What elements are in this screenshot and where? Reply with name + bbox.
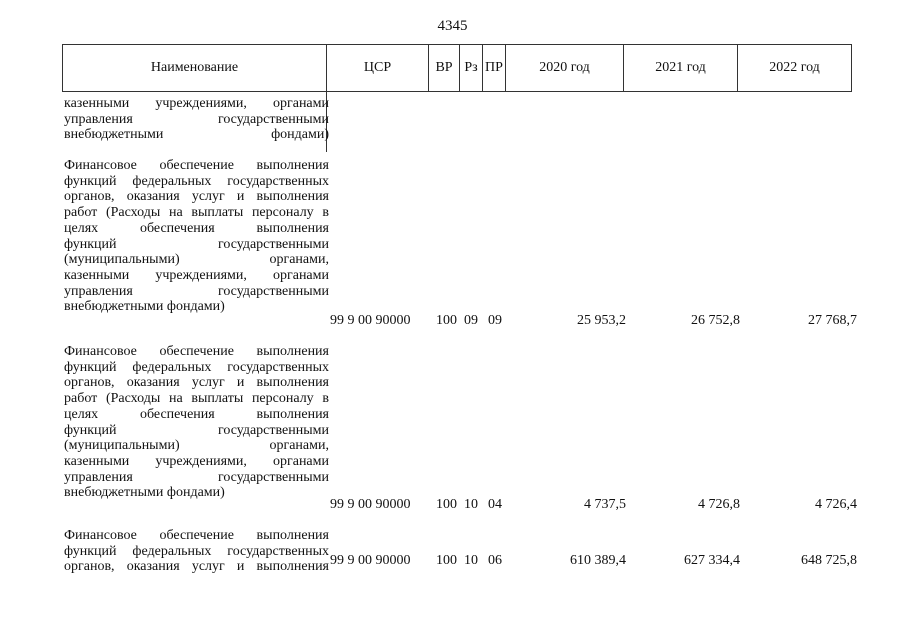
name-line: органов, оказания услуг и выполнения xyxy=(64,375,329,391)
row-1-rz: 09 xyxy=(464,313,478,328)
name-line: органов, оказания услуг и выполнения xyxy=(64,189,329,205)
row-3-2020: 610 389,4 xyxy=(570,553,626,568)
row-2-pr: 04 xyxy=(488,497,502,512)
name-line: функций федеральных государственных xyxy=(64,359,329,375)
row-3-values xyxy=(0,553,905,571)
row-2-csr: 99 9 00 90000 xyxy=(330,497,411,512)
name-line: целях обеспечения выполнения xyxy=(64,220,329,236)
name-line: Финансовое обеспечение выполнения xyxy=(64,528,329,543)
row-1-values xyxy=(0,313,905,331)
name-line: казенными учреждениями, органами xyxy=(64,96,329,111)
row-name-continuation xyxy=(64,96,329,143)
row-1-2021: 26 752,8 xyxy=(691,313,740,328)
name-line: Финансовое обеспечение выполнения xyxy=(64,158,329,173)
name-line: управления государственными xyxy=(64,111,329,127)
row-3-vr: 100 xyxy=(436,553,457,568)
row-3-csr: 99 9 00 90000 xyxy=(330,553,411,568)
row-1-name xyxy=(64,158,329,315)
name-line: функций государственными xyxy=(64,236,329,252)
header-2021: 2021 год xyxy=(624,45,738,91)
row-2-2022: 4 726,4 xyxy=(815,497,857,512)
name-line: казенными учреждениями, органами xyxy=(64,453,329,469)
header-csr: ЦСР xyxy=(327,45,429,91)
row-1-csr: 99 9 00 90000 xyxy=(330,313,411,328)
name-line: внебюджетными фондами) xyxy=(64,485,225,501)
row-3-pr: 06 xyxy=(488,553,502,568)
page-number: 4345 xyxy=(437,18,468,34)
name-line: казенными учреждениями, органами xyxy=(64,267,329,283)
row-3-2022: 648 725,8 xyxy=(801,553,857,568)
name-line: (муниципальными) органами, xyxy=(64,252,329,268)
row-2-2021: 4 726,8 xyxy=(698,497,740,512)
header-rz: Рз xyxy=(460,45,483,91)
header-pr: ПР xyxy=(483,45,506,91)
row-2-name xyxy=(64,344,329,501)
header-vr: ВР xyxy=(429,45,460,91)
row-1-2020: 25 953,2 xyxy=(577,313,626,328)
name-line: органов, оказания услуг и выполнения xyxy=(64,559,329,575)
row-1-2022: 27 768,7 xyxy=(808,313,857,328)
name-line: внебюджетными фондами) xyxy=(64,127,329,143)
row-3-rz: 10 xyxy=(464,553,478,568)
table-header xyxy=(62,44,852,92)
name-line: целях обеспечения выполнения xyxy=(64,406,329,422)
row-1-vr: 100 xyxy=(436,313,457,328)
header-2020: 2020 год xyxy=(506,45,624,91)
header-2022: 2022 год xyxy=(769,60,820,75)
name-line: работ (Расходы на выплаты персоналу в xyxy=(64,205,329,221)
name-line: функций государственными xyxy=(64,422,329,438)
name-line: функций федеральных государственных xyxy=(64,543,329,559)
row-2-2020: 4 737,5 xyxy=(584,497,626,512)
name-line: управления государственными xyxy=(64,283,329,299)
name-line: внебюджетными фондами) xyxy=(64,299,225,315)
name-line: функций федеральных государственных xyxy=(64,173,329,189)
row-2-values xyxy=(0,497,905,515)
row-2-vr: 100 xyxy=(436,497,457,512)
name-line: управления государственными xyxy=(64,469,329,485)
name-line: работ (Расходы на выплаты персоналу в xyxy=(64,391,329,407)
row-3-2021: 627 334,4 xyxy=(684,553,740,568)
name-line: Финансовое обеспечение выполнения xyxy=(64,344,329,359)
header-name: Наименование xyxy=(63,45,327,91)
name-line: (муниципальными) органами, xyxy=(64,438,329,454)
row-1-pr: 09 xyxy=(488,313,502,328)
row-2-rz: 10 xyxy=(464,497,478,512)
